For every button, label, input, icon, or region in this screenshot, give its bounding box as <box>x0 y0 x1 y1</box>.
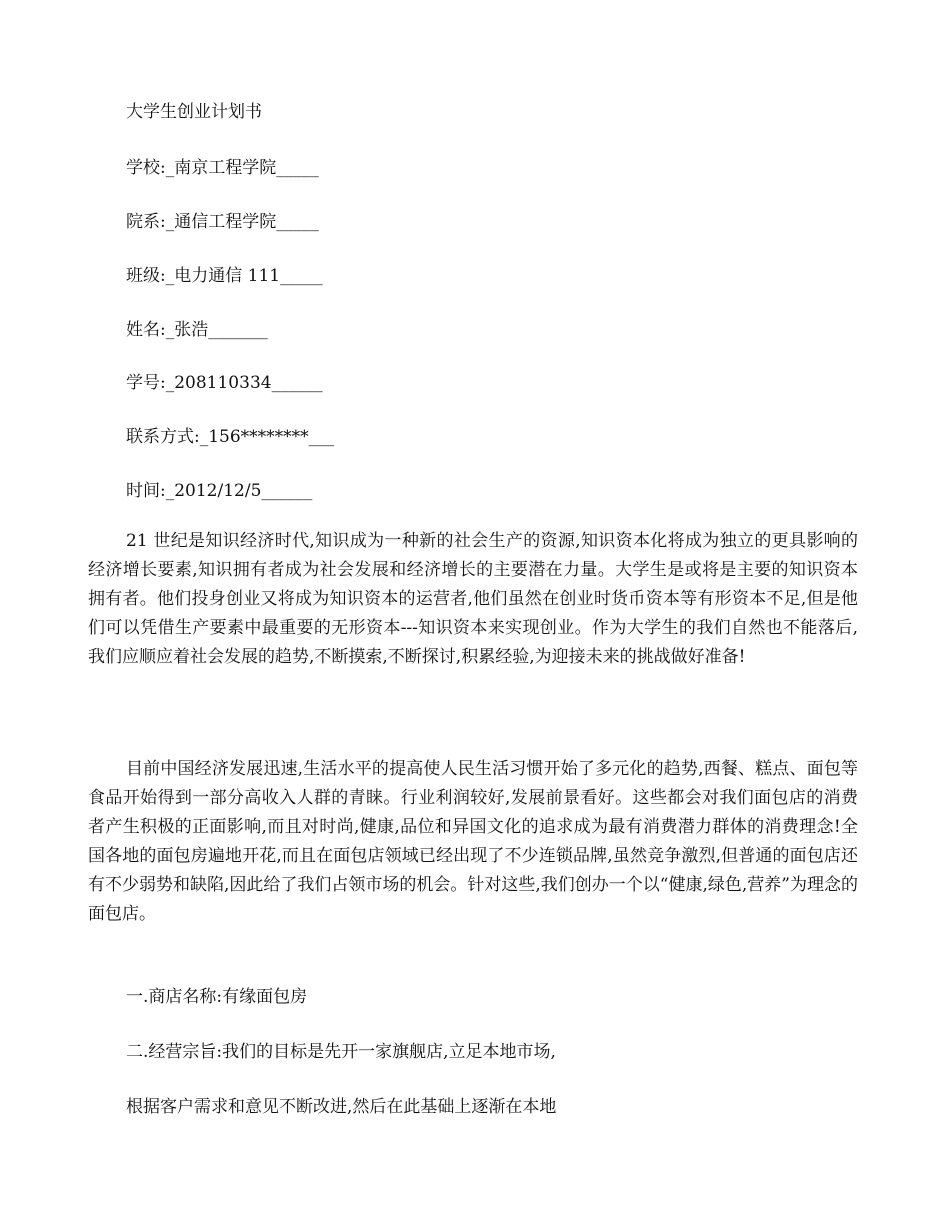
field-class: 班级:_电力通信 111_____ <box>126 266 323 286</box>
field-school: 学校:_南京工程学院_____ <box>126 158 319 178</box>
field-department: 院系:_通信工程学院_____ <box>126 212 319 232</box>
field-name: 姓名:_张浩_______ <box>126 320 268 340</box>
section-business-purpose: 二.经营宗旨:我们的目标是先开一家旗舰店,立足本地市场, <box>126 1042 556 1062</box>
section-shop-name: 一.商店名称:有缘面包房 <box>126 987 308 1007</box>
section-continuation: 根据客户需求和意见不断改进,然后在此基础上逐渐在本地 <box>126 1097 557 1117</box>
paragraph-market: 目前中国经济发展迅速,生活水平的提高使人民生活习惯开始了多元化的趋势,西餐、糕点、面包等食品开始得到一部分高收入人群的青睐。行业利润较好,发展前景看好。这些都会对我们面包店的消费者产生积极的正面影响,而且对时尚,健康,品位和异国文化的追求成为最有消费潜力群体的消费理念!全国各地的面包房遍地开花,而且在面包店领域已经出现了不少连锁品牌,虽然竞争激烈,但普通的面包店还有不少弱势和缺陷,因此给了我们占领市场的机会。针对这些,我们创办一个以“健康,绿色,营养”为理念的面包店。 <box>88 759 858 924</box>
field-contact: 联系方式:_156********___ <box>126 427 335 447</box>
paragraph-intro: 21 世纪是知识经济时代,知识成为一种新的社会生产的资源,知识资本化将成为独立的更具影响的经济增长要素,知识拥有者成为社会发展和经济增长的主要潜在力量。大学生是或将是主要的知识资本拥有者。他们投身创业又将成为知识资本的运营者,他们虽然在创业时货币资本等有形资本不足,但是他们可以凭借生产要素中最重要的无形资本---知识资本来实现创业。作为大学生的我们自然也不能落后,我们应顺应着社会发展的趋势,不断摸索,不断探讨,积累经验,为迎接未来的挑战做好准备! <box>88 531 858 667</box>
field-date: 时间:_2012/12/5______ <box>126 481 313 501</box>
document-title: 大学生创业计划书 <box>126 102 262 122</box>
field-student-id: 学号:_208110334______ <box>126 373 323 393</box>
